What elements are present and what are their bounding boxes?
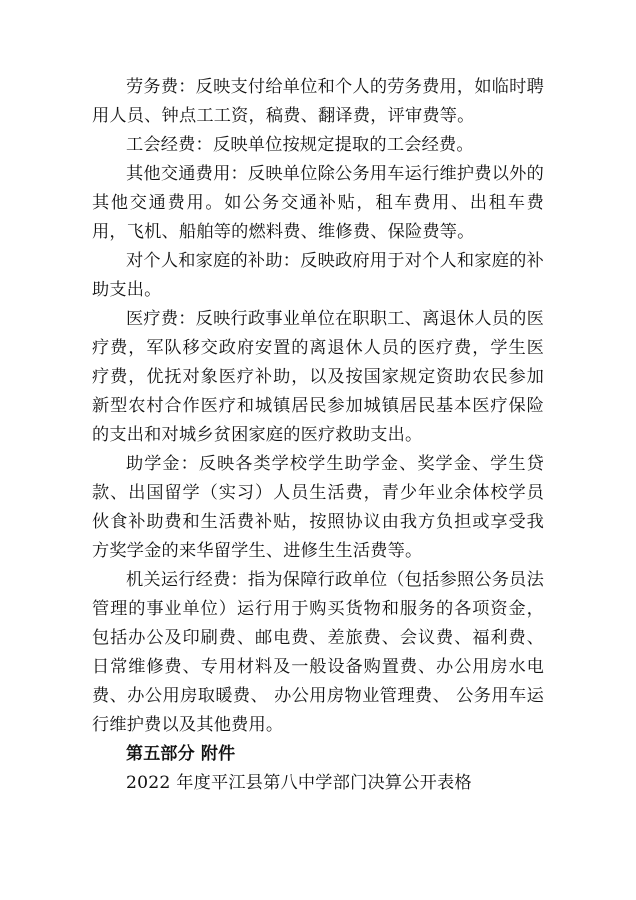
- document-page: [92, 73, 544, 798]
- paragraph-other-transport: 其他交通费用：反映单位除公务用车运行维护费以外的其他交通费用。如公务交通补贴，租车费用、出租车费用，飞机、船舶等的燃料费、维修费、保险费等。: [92, 164, 544, 242]
- section-heading: 第五部分 附件: [126, 744, 236, 764]
- paragraph-union-fund: 工会经费：反映单位按规定提取的工会经费。: [126, 135, 474, 155]
- paragraph-labor-fee: 劳务费：反映支付给单位和个人的劳务费用，如临时聘用人员、钟点工工资，稿费、翻译费，评审费等。: [92, 77, 544, 126]
- attachment-title: 2022 年度平江县第八中学部门决算公开表格: [126, 773, 472, 793]
- paragraph-operating-fund: 机关运行经费：指为保障行政单位（包括参照公务员法管理的事业单位）运行用于购买货物和服务的各项资金，包括办公及印刷费、邮电费、差旅费、会议费、福利费、日常维修费、专用材料及一般设备购置费、办公用房水电费、办公用房取暖费、 办公用房物业管理费、 公务用车运行维护费以及其他费用。: [92, 570, 544, 735]
- paragraph-student-aid: 助学金：反映各类学校学生助学金、奖学金、学生贷款、出国留学（实习）人员生活费，青少年业余体校学员伙食补助费和生活费补贴，按照协议由我方负担或享受我方奖学金的来华留学生、进修生生活费等。: [92, 454, 544, 561]
- paragraph-family-subsidy: 对个人和家庭的补助：反映政府用于对个人和家庭的补助支出。: [92, 251, 544, 300]
- paragraph-medical-fee: 医疗费：反映行政事业单位在职职工、离退休人员的医疗费，军队移交政府安置的离退休人员的医疗费，学生医疗费，优抚对象医疗补助，以及按国家规定资助农民参加新型农村合作医疗和城镇居民参加城镇居民基本医疗保险的支出和对城乡贫困家庭的医疗救助支出。: [92, 309, 544, 445]
